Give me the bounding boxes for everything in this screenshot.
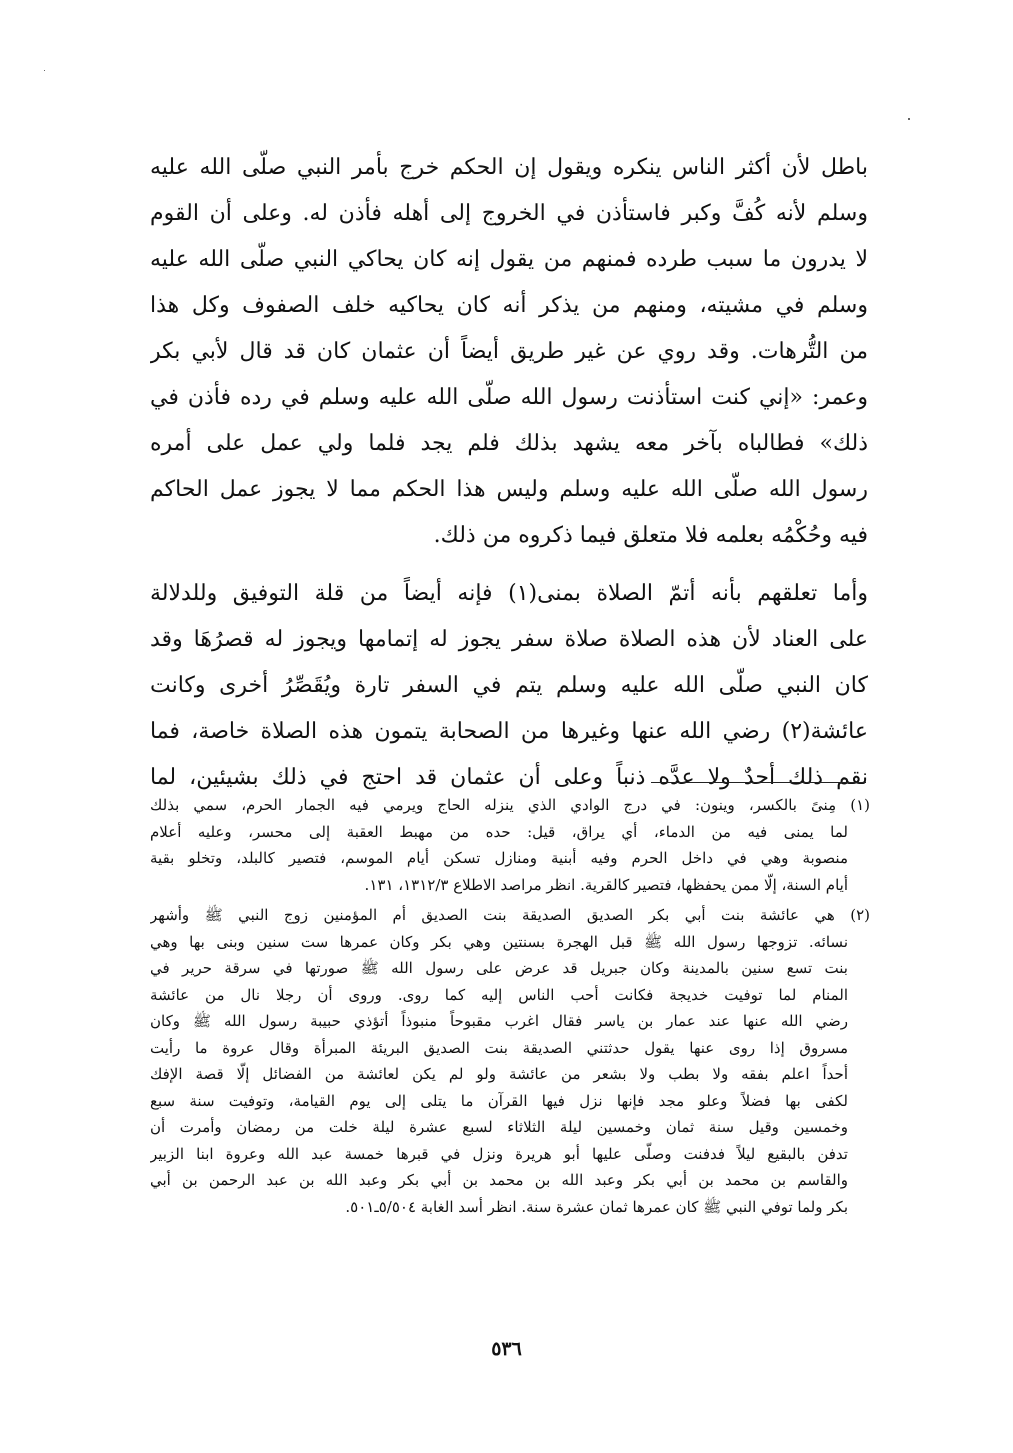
text-line: وأما تعلقهم بأنه أتمّ الصلاة بمنى(١) فإنه أيضاً من قلة التوفيق وللدلالة [150, 581, 868, 606]
footnote-2 [150, 902, 870, 1220]
page-number: ٥٣٦ [491, 1338, 522, 1360]
text-line: من التُّرهات. وقد روي عن غير طريق أيضاً أن عثمان كان قد قال لأبي بكر [150, 339, 868, 364]
footnote-line: مسروق إذا روى عنها يقول حدثتني الصديقة بنت الصديق البريئة المبرأة وقال عروة ما رأيت [150, 1038, 848, 1057]
text-line: وسلم في مشيته، ومنهم من يذكر أنه كان يحاكيه خلف الصفوف وكل هذا [150, 293, 868, 318]
footnote-line: والقاسم بن محمد بن أبي بكر وعبد الله بن محمد بن أبي بكر وعبد الله بن عبد الرحمن بن أبي [150, 1171, 848, 1189]
text-line: على العناد لأن هذه الصلاة صلاة سفر يجوز له إتمامها ويجوز له قصرُهَا وقد [150, 627, 868, 652]
paragraph-gap [150, 559, 868, 571]
footnote-divider [651, 782, 866, 783]
footnote-1 [150, 792, 870, 898]
text-line: رسول الله صلّى الله عليه وسلم وليس هذا الحكم مما لا يجوز عمل الحاكم [150, 477, 868, 502]
scan-speck [908, 118, 910, 120]
footnote-line: بكر ولما توفي النبي ﷺ كان عمرها ثمان عشرة سنة. انظر أسد الغابة ٥/٥٠٤ـ٥٠١. [345, 1197, 848, 1216]
footnote-line: وخمسين وقيل سنة ثمان وخمسين ليلة الثلاثاء لسبع عشرة ليلة خلت من رمضان وأمرت أن [150, 1118, 848, 1136]
footnotes [150, 792, 870, 1220]
footnote-line: تدفن بالبقيع ليلاً فدفنت وصلّى عليها أبو هريرة ونزل في قبرها خمسة عبد الله وعروة ابنا الزبير [150, 1144, 848, 1163]
scan-speck [44, 70, 45, 71]
paragraph-1 [150, 145, 868, 559]
footnote-line: (١) مِنىً بالكسر، وينون: في درج الوادي الذي ينزله الحاج ويرمي فيه الجمار الحرم، سمي بذلك [150, 796, 870, 814]
text-line: ذلك» فطالباه بآخر معه يشهد بذلك فلم يجد فلما ولي عمل على أمره [150, 431, 868, 456]
footnote-line: لكفى بها فضلاً وعلو مجد فإنها نزل فيها القرآن ما يتلى إلى يوم القيامة، وتوفيت سنة سبع [150, 1091, 848, 1110]
footnote-line: أحداً اعلم بفقه ولا بطب ولا بشعر من عائشة ولو لم يكن لعائشة من الفضائل إلّا قصة الإفك [150, 1065, 848, 1083]
footnote-line: نسائه. تزوجها رسول الله ﷺ قبل الهجرة بسنتين وهي بكر وكان عمرها ست سنين وبنى بها وهي [150, 932, 848, 951]
text-line: كان النبي صلّى الله عليه وسلم يتم في السفر تارة ويُقَصِّرُ أخرى وكانت [150, 673, 868, 698]
text-line: فيه وحُكْمُه بعلمه فلا متعلق فيما ذكروه من ذلك. [433, 523, 868, 548]
main-text [150, 145, 868, 801]
text-line: وعمر: «إني كنت استأذنت رسول الله صلّى الله عليه وسلم في رده فأذن في [150, 385, 868, 410]
text-line: باطل لأن أكثر الناس ينكره ويقول إن الحكم خرج بأمر النبي صلّى الله عليه [150, 155, 868, 180]
footnote-line: المنام لما توفيت خديجة فكانت أحب الناس إليه كما روى. وروى أن رجلا نال من عائشة [150, 985, 848, 1004]
footnote-line: منصوبة وهي في داخل الحرم وفيه أبنية ومنازل تسكن أيام الموسم، فتصير كالبلد، وتخلو بقية [150, 849, 848, 867]
text-line: نقم ذلك أحدٌ ولا عدَّه ذنباً وعلى أن عثمان قد احتج في ذلك بشيئين، لما [150, 765, 868, 790]
footnote-line: أيام السنة، إلّا ممن يحفظها، فتصير كالقرية. انظر مراصد الاطلاع ١٣١٢/٣، ١٣١. [364, 875, 848, 894]
footnote-line: رضي الله عنها عند عمار بن ياسر فقال اغرب مقبوحاً منبوذاً أتؤذي حبيبة رسول الله ﷺ وكان [150, 1012, 848, 1030]
footnote-line: (٢) هي عائشة بنت أبي بكر الصديق الصديقة بنت الصديق أم المؤمنين زوج النبي ﷺ وأشهر [150, 906, 870, 924]
footnote-line: بنت تسع سنين بالمدينة وكان جبريل قد عرض على رسول الله ﷺ صورتها في سرقة حرير في [150, 959, 848, 977]
text-line: وسلم لأنه كُفَّ وكبر فاستأذن في الخروج إلى أهله فأذن له. وعلى أن القوم [150, 201, 868, 226]
footnote-line: لما يمنى فيه من الدماء، أي يراق، قيل: حده من مهبط العقبة إلى محسر، وعليه أعلام [150, 822, 848, 841]
text-line: لا يدرون ما سبب طرده فمنهم من يقول إنه كان يحاكي النبي صلّى الله عليه [150, 247, 868, 272]
paragraph-2 [150, 571, 868, 801]
text-line: عائشة(٢) رضي الله عنها وغيرها من الصحابة يتمون هذه الصلاة خاصة، فما [150, 719, 868, 744]
